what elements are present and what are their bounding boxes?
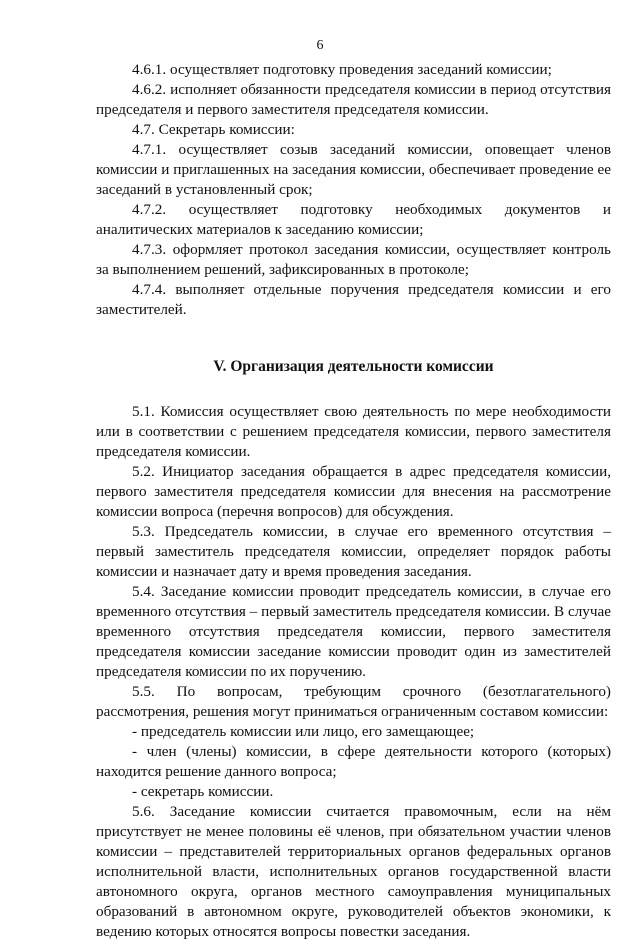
page-number: 6: [316, 38, 324, 53]
clause-4-7-2: 4.7.2. осуществляет подготовку необходимых документов и аналитических материалов к заседанию комиссии;: [96, 201, 611, 238]
clause-4-7-4: 4.7.4. выполняет отдельные поручения председателя комиссии и его заместителей.: [96, 281, 611, 318]
clause-4-7-1: 4.7.1. осуществляет созыв заседаний комиссии, оповещает членов комиссии и приглашенных на заседания комиссии, обеспечивает проведение ее заседаний в установленный срок;: [96, 141, 611, 198]
clause-4-6-1: 4.6.1. осуществляет подготовку проведения заседаний комиссии;: [132, 61, 552, 78]
list-item-chairman: - председатель комиссии или лицо, его замещающее;: [132, 723, 475, 740]
section-title: V. Организация деятельности комиссии: [213, 358, 494, 375]
clause-5-1: 5.1. Комиссия осуществляет свою деятельность по мере необходимости или в соответствии с решением председателя комиссии, первого заместителя председателя комиссии.: [96, 403, 611, 460]
clause-5-3: 5.3. Председатель комиссии, в случае его временного отсутствия – первый заместитель председателя комиссии, определяет порядок работы комиссии и назначает дату и время проведения заседания.: [96, 523, 611, 580]
clause-4-7-3: 4.7.3. оформляет протокол заседания комиссии, осуществляет контроль за выполнением решений, зафиксированных в протоколе;: [96, 241, 611, 278]
clause-5-5: 5.5. По вопросам, требующим срочного (безотлагательного) рассмотрения, решения могут приниматься ограниченным составом комиссии:: [96, 683, 611, 720]
list-item-secretary: - секретарь комиссии.: [132, 783, 274, 800]
list-item-member: - член (члены) комиссии, в сфере деятельности которого (которых) находится решение данного вопроса;: [96, 743, 611, 780]
clause-4-6-2: 4.6.2. исполняет обязанности председателя комиссии в период отсутствия председателя и первого заместителя председателя комиссии.: [96, 81, 611, 118]
clause-5-2: 5.2. Инициатор заседания обращается в адрес председателя комиссии, первого заместителя председателя комиссии для внесения на рассмотрение комиссии вопроса (перечня вопросов) для обсуждения.: [96, 463, 611, 520]
clause-5-4: 5.4. Заседание комиссии проводит председатель комиссии, в случае его временного отсутствия – первый заместитель председателя комиссии. В случае временного отсутствия председателя комиссии, первого заместителя председателя комиссии заседание комиссии проводит один из заместителей председателя комиссии по их поручению.: [96, 583, 611, 680]
document-body: [96, 60, 611, 942]
clause-4-7: 4.7. Секретарь комиссии:: [132, 121, 295, 138]
clause-5-6: 5.6. Заседание комиссии считается правомочным, если на нём присутствует не менее половины её членов, при обязательном участии членов комиссии – представителей территориальных органов федеральных органов исполнительной власти, исполнительных органов государственной власти автономного округа, органов местного самоуправления муниципальных образований в автономном округе, руководителей объектов экономики, к ведению которых относятся вопросы повестки заседания.: [96, 803, 611, 940]
